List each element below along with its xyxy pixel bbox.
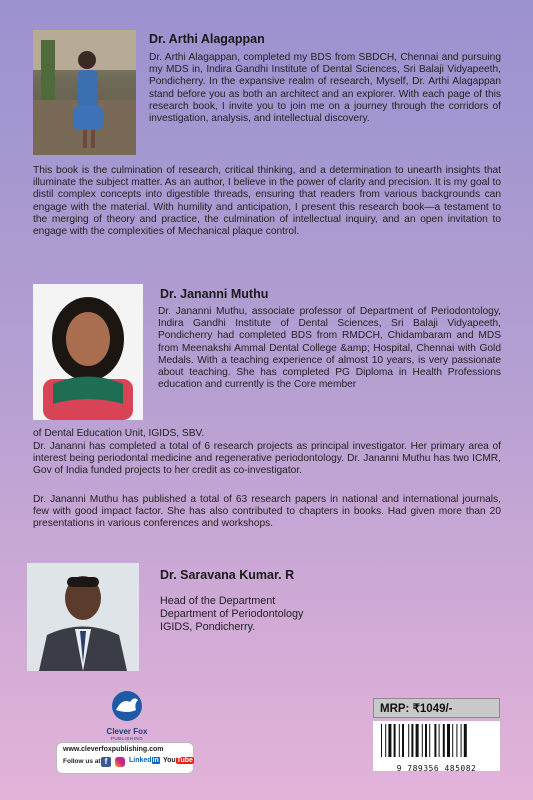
youtube-you-text: You — [163, 757, 176, 764]
author-bio-jananni-cont: of Dental Education Unit, IGIDS, SBV. — [33, 428, 205, 439]
saravana-department: Department of Periodontology — [160, 608, 304, 621]
price-label: MRP: ₹1049/- — [373, 698, 500, 718]
follow-us-label: Follow us at — [63, 758, 101, 765]
youtube-tube-badge: Tube — [176, 757, 193, 764]
isbn-digits: 9 789356 485082 — [396, 764, 477, 773]
author-bio-arthi: Dr. Arthi Alagappan, completed my BDS from SBDCH, Chennai and pursuing my MDS in, Indira Gandhi Institute of Dental Sciences, Sri Balaji Vidyapeeth, Pondicherry. In the expansive realm of research, Myself, Dr. Arthi Alagappan stand before you as both an architect and an explorer. With each page of this research book, I invite you to join me on a journey through the corridors of investigation, analysis, and intellectual discovery. — [149, 52, 501, 125]
isbn-barcode — [373, 721, 500, 771]
instagram-icon[interactable] — [115, 757, 125, 767]
author-publications-jananni: Dr. Jananni Muthu has published a total of 63 research papers in national and international journals, few with good impact factor. She has also contributed to chapters in books. Had given more than 20 presentations in various conferences and workshops. — [33, 494, 501, 530]
linkedin-icon[interactable] — [129, 757, 160, 764]
author-research-jananni: Dr. Jananni has completed a total of 6 research projects as principal investigator. Her primary area of interest being periodontal medicine and regenerative periodontology. Dr. Jananni Muthu has two ICMR, Gov of India funded projects to her credit as co-investigator. — [33, 441, 501, 477]
clever-fox-logo-icon — [108, 690, 146, 722]
author-name-jananni: Dr. Jananni Muthu — [160, 287, 269, 301]
saravana-institution: IGIDS, Pondicherry. — [160, 621, 256, 634]
publisher-name: Clever Fox — [106, 727, 148, 736]
author-name-saravana: Dr. Saravana Kumar. R — [160, 568, 295, 582]
publisher-website[interactable]: www.cleverfoxpublishing.com — [63, 746, 164, 753]
author-photo-arthi — [33, 30, 136, 155]
youtube-icon[interactable] — [163, 757, 194, 764]
publisher-logo — [102, 690, 152, 741]
author-photo-jananni — [33, 284, 143, 420]
barcode-icon — [373, 721, 500, 759]
saravana-title: Head of the Department — [160, 595, 276, 607]
author-bio-jananni: Dr. Jananni Muthu, associate professor of Department of Periodontology, Indira Gandhi Institute of Dental Sciences, Sri Balaji Vidyapeeth, Pondicherry had completed BDS from RMDCH, Chidambaram and MDS from Meenakshi Ammal Dental College &amp; Hospital, Chennai with Gold Medals. With a teaching experience of almost 10 years, is very passionate about teaching. She has completed PG Diploma in Health Professions education and currently is the Core member — [158, 306, 501, 391]
author-details-saravana — [160, 595, 303, 635]
author-name-arthi: Dr. Arthi Alagappan — [149, 32, 265, 46]
linkedin-in-badge: in — [152, 757, 159, 764]
publisher-contact-box — [56, 742, 194, 774]
publisher-sub: PUBLISHING — [110, 736, 144, 741]
linkedin-text: Linked — [129, 757, 152, 764]
author-photo-saravana — [27, 563, 139, 671]
facebook-icon[interactable]: f — [101, 757, 111, 767]
author-bio-arthi-continued: This book is the culmination of research, critical thinking, and a determination to unearth insights that illuminate the subject matter. As an author, I believe in the power of clarity and precision. It is my goal to distil complex concepts into digestible threads, ensuring that readers from various backgrounds can engage with the material. With humility and anticipation, I present this research book—a testament to the merging of theory and practice, the culmination of intellectual inquiry, and an open invitation to engage with the complexities of Mechanical plaque control. — [33, 165, 501, 238]
